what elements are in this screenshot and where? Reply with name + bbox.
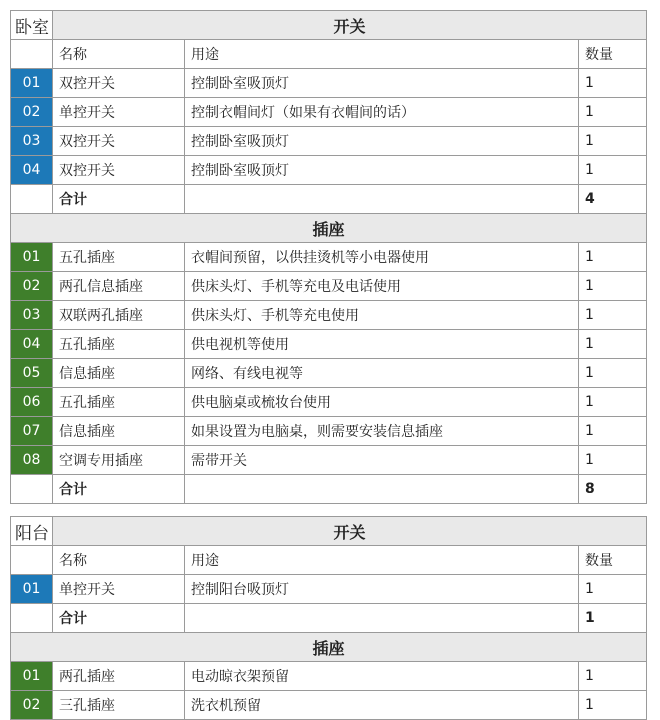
total-value: 1 [579, 604, 647, 633]
socket-section-title: 插座 [11, 214, 647, 243]
item-qty: 1 [579, 662, 647, 691]
item-name: 五孔插座 [53, 243, 185, 272]
item-name: 五孔插座 [53, 388, 185, 417]
item-name: 信息插座 [53, 359, 185, 388]
item-use: 控制阳台吸顶灯 [185, 575, 579, 604]
item-use: 控制卧室吸顶灯 [185, 156, 579, 185]
item-qty: 1 [579, 98, 647, 127]
item-qty: 1 [579, 388, 647, 417]
item-qty: 1 [579, 330, 647, 359]
total-label: 合计 [53, 185, 185, 214]
total-label: 合计 [53, 475, 185, 504]
row-number: 01 [11, 69, 53, 98]
row-number: 03 [11, 301, 53, 330]
table-row [11, 301, 647, 330]
item-qty: 1 [579, 69, 647, 98]
table-row [11, 662, 647, 691]
item-qty: 1 [579, 417, 647, 446]
item-qty: 1 [579, 359, 647, 388]
item-qty: 1 [579, 127, 647, 156]
item-use: 供电视机等使用 [185, 330, 579, 359]
table-row [11, 330, 647, 359]
item-name: 双控开关 [53, 156, 185, 185]
bedroom-table [10, 10, 647, 504]
item-use: 供床头灯、手机等充电及电话使用 [185, 272, 579, 301]
row-number: 01 [11, 575, 53, 604]
item-use: 衣帽间预留，以供挂烫机等小电器使用 [185, 243, 579, 272]
item-use: 供床头灯、手机等充电使用 [185, 301, 579, 330]
balcony-table [10, 516, 647, 720]
blank-cell [185, 475, 579, 504]
blank-cell [11, 40, 53, 69]
item-use: 需带开关 [185, 446, 579, 475]
col-name-header: 名称 [53, 40, 185, 69]
balcony-title-row [11, 517, 647, 546]
col-name-header: 名称 [53, 546, 185, 575]
row-number: 06 [11, 388, 53, 417]
item-name: 空调专用插座 [53, 446, 185, 475]
column-header-row [11, 40, 647, 69]
row-number: 02 [11, 272, 53, 301]
row-number: 04 [11, 330, 53, 359]
item-name: 信息插座 [53, 417, 185, 446]
table-row [11, 127, 647, 156]
row-number: 02 [11, 691, 53, 720]
socket-section-title: 插座 [11, 633, 647, 662]
item-qty: 1 [579, 691, 647, 720]
col-use-header: 用途 [185, 40, 579, 69]
total-row [11, 604, 647, 633]
table-row [11, 69, 647, 98]
socket-title-row [11, 633, 647, 662]
item-name: 双控开关 [53, 69, 185, 98]
room-name: 阳台 [11, 517, 53, 546]
item-name: 双控开关 [53, 127, 185, 156]
item-use: 控制卧室吸顶灯 [185, 69, 579, 98]
table-row [11, 98, 647, 127]
col-use-header: 用途 [185, 546, 579, 575]
table-row [11, 243, 647, 272]
row-number: 03 [11, 127, 53, 156]
table-row [11, 575, 647, 604]
row-number: 04 [11, 156, 53, 185]
blank-cell [11, 185, 53, 214]
item-use: 控制衣帽间灯（如果有衣帽间的话） [185, 98, 579, 127]
item-name: 五孔插座 [53, 330, 185, 359]
item-qty: 1 [579, 575, 647, 604]
total-value: 8 [579, 475, 647, 504]
blank-cell [11, 604, 53, 633]
column-header-row [11, 546, 647, 575]
row-number: 02 [11, 98, 53, 127]
table-row [11, 272, 647, 301]
item-qty: 1 [579, 156, 647, 185]
item-use: 供电脑桌或梳妆台使用 [185, 388, 579, 417]
item-qty: 1 [579, 272, 647, 301]
row-number: 07 [11, 417, 53, 446]
row-number: 01 [11, 662, 53, 691]
table-row [11, 417, 647, 446]
item-name: 两孔信息插座 [53, 272, 185, 301]
table-row [11, 156, 647, 185]
item-name: 双联两孔插座 [53, 301, 185, 330]
row-number: 01 [11, 243, 53, 272]
item-use: 如果设置为电脑桌，则需要安装信息插座 [185, 417, 579, 446]
blank-cell [11, 475, 53, 504]
item-use: 网络、有线电视等 [185, 359, 579, 388]
item-name: 两孔插座 [53, 662, 185, 691]
total-row [11, 475, 647, 504]
row-number: 08 [11, 446, 53, 475]
item-use: 控制卧室吸顶灯 [185, 127, 579, 156]
socket-title-row [11, 214, 647, 243]
total-label: 合计 [53, 604, 185, 633]
total-value: 4 [579, 185, 647, 214]
item-qty: 1 [579, 301, 647, 330]
item-qty: 1 [579, 243, 647, 272]
item-name: 三孔插座 [53, 691, 185, 720]
table-row [11, 446, 647, 475]
item-name: 单控开关 [53, 98, 185, 127]
bedroom-title-row [11, 11, 647, 40]
table-row [11, 388, 647, 417]
table-row [11, 359, 647, 388]
col-qty-header: 数量 [579, 40, 647, 69]
total-row [11, 185, 647, 214]
switch-section-title: 开关 [53, 517, 647, 546]
item-use: 电动晾衣架预留 [185, 662, 579, 691]
col-qty-header: 数量 [579, 546, 647, 575]
item-use: 洗衣机预留 [185, 691, 579, 720]
blank-cell [185, 604, 579, 633]
room-name: 卧室 [11, 11, 53, 40]
blank-cell [185, 185, 579, 214]
switch-section-title: 开关 [53, 11, 647, 40]
item-qty: 1 [579, 446, 647, 475]
table-row [11, 691, 647, 720]
blank-cell [11, 546, 53, 575]
item-name: 单控开关 [53, 575, 185, 604]
row-number: 05 [11, 359, 53, 388]
